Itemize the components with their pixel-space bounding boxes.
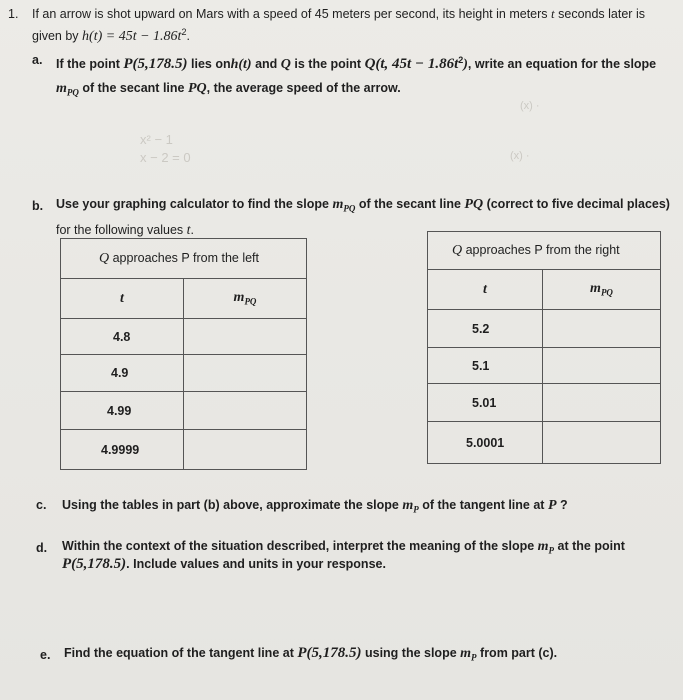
part-a-line1: If the point P(5,178.5) lies onh(t) and Q is the point Q(t, $45t - 1.86t^2$), write an equation for the slope	[56, 55, 657, 73]
part-c-label: c.	[36, 498, 47, 512]
question-intro-line1: If an arrow is shot upward on Mars with a speed of 45 meters per second, its height in meters t seconds later is	[32, 6, 645, 21]
part-d-label: d.	[36, 541, 48, 555]
right-col-t-header: t	[428, 270, 543, 310]
right-mpq-cell[interactable]	[543, 348, 661, 384]
table-row: 4.8	[61, 319, 184, 355]
left-table-title: Q approaches P from the left	[61, 239, 307, 279]
left-mpq-cell[interactable]	[184, 355, 307, 392]
left-mpq-cell[interactable]	[184, 430, 307, 470]
part-d-line2: P(5,178.5). Include values and units in your response.	[62, 556, 386, 572]
part-a-label: a.	[32, 53, 43, 67]
table-row: 5.2	[428, 310, 543, 348]
question-intro-line2: given by $h(t) = 45t - 1.86t^2$.	[32, 27, 190, 45]
right-mpq-cell[interactable]	[543, 310, 661, 348]
bleed-through-mark: (x) ·	[520, 100, 540, 112]
part-c-text: Using the tables in part (b) above, approximate the slope $m_P$ of the tangent line at P ?	[62, 498, 568, 515]
part-b-line1: Use your graphing calculator to find the slope $m_{PQ}$ of the secant line PQ (correct to five decimal places)	[56, 197, 670, 214]
table-row: 4.9	[61, 355, 184, 392]
part-a-line2: $m_{PQ}$ of the secant line PQ, the average speed of the arrow.	[56, 81, 401, 98]
table-row: 5.01	[428, 384, 543, 422]
table-row: 4.99	[61, 392, 184, 430]
right-approach-table	[427, 231, 661, 464]
left-approach-table	[60, 238, 307, 470]
right-mpq-cell[interactable]	[543, 422, 661, 464]
table-row: 4.9999	[61, 430, 184, 470]
left-mpq-cell[interactable]	[184, 319, 307, 355]
right-mpq-cell[interactable]	[543, 384, 661, 422]
part-d-line1: Within the context of the situation described, interpret the meaning of the slope $m_P$ at the point	[62, 539, 625, 556]
bleed-through-mark: (x) ·	[510, 150, 530, 162]
left-mpq-cell[interactable]	[184, 392, 307, 430]
part-e-label: e.	[40, 648, 51, 662]
part-b-label: b.	[32, 199, 44, 213]
left-col-t-header: t	[61, 279, 184, 319]
height-formula: h(t) = 45t − 1.86t	[82, 29, 182, 45]
bleed-through-mark: x − 2 = 0	[140, 150, 191, 165]
table-row: 5.1	[428, 348, 543, 384]
table-row: 5.0001	[428, 422, 543, 464]
bleed-through-mark: x² − 1	[140, 132, 173, 147]
right-table-title: Q approaches P from the right	[428, 232, 661, 270]
right-col-mpq-header: $m_{PQ}$	[543, 270, 661, 310]
question-number: 1.	[8, 7, 19, 21]
part-b-line2: for the following values t.	[56, 223, 195, 238]
left-col-mpq-header: $m_{PQ}$	[184, 279, 307, 319]
part-e-text: Find the equation of the tangent line at P(5,178.5) using the slope $m_P$ from part (c).	[64, 645, 558, 663]
